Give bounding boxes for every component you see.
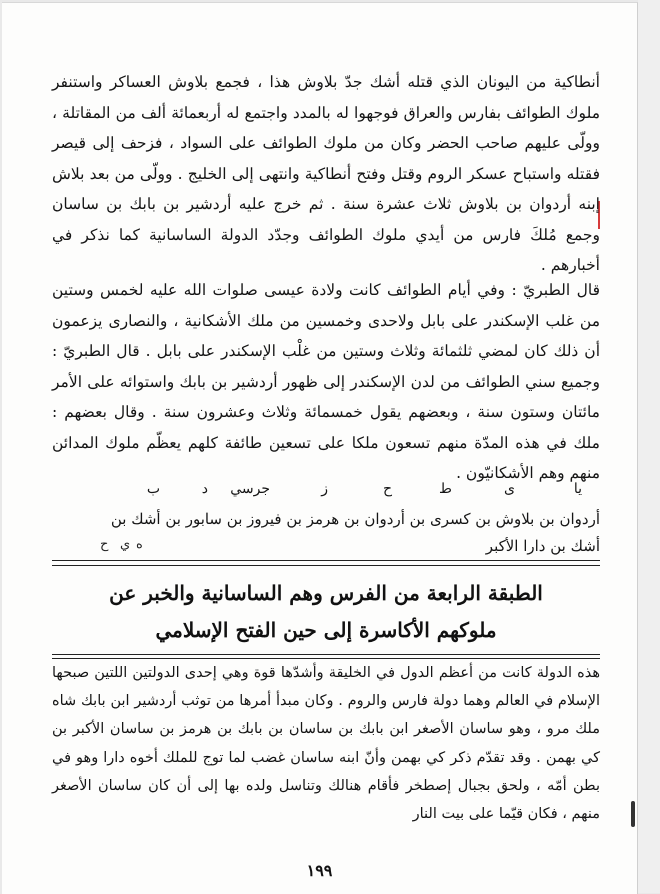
scan-speck <box>631 801 635 827</box>
paragraph-3-text: هذه الدولة كانت من أعظم الدول في الخليقة وأشدّها قوة وهي إحدى الدولتين اللتين صبحها الإسلام في العالم وهما دولة فارس والروم . وكان مبدأ أمرها من توثب أردشير ابن بابك شاه ملك مرو ، وهو ساسان الأصغر ابن بابك بن ساسان بن بابك بن هرمز بن ساسان الأكبر بن كي بهمن . وقد تقدّم ذكر كي بهمن وأنّ ابنه ساسان غضب لما توج للملك أخوه دارا وهو في بطن أمّه ، ولحق بجبال إصطخر فأقام هنالك وتناسل ولده بها إلى أن كان ساسان الأصغر منهم ، فكان قيّما على بيت النار <box>52 665 600 823</box>
double-rule-top-2 <box>52 565 600 566</box>
lineage-mark: ي <box>120 537 131 552</box>
lineage-names-line-1: أردوان بن بلاوش بن كسرى بن أردوان بن هرمز بن فيروز بن سابور بن أشك بن <box>110 510 600 528</box>
lineage-letter: د <box>201 481 208 497</box>
paragraph-1-text: أنطاكية من اليونان الذي قتله أشك جدّ بلاوش هذا ، فجمع بلاوش العساكر واستنفر ملوك الطوائف بفارس والعراق فوجهوا له بالمدد واجتمع له أربعمائة ألف من المقاتلة ، وولّى عليهم صاحب الحضر وكان من ملوك الطوائف على السواد ، فزحف إلى قيصر فقتله واستباح عسكر الروم وقتل وفتح أنطاكية وانتهى إلى الخليج . وولّى من بعد بلاش إبنه أردوان بن بلاوش ثلاث عشرة سنة . ثم خرج عليه أردشير بن بابك بن ساسان وجمع مُلكَ فارس من أيدي ملوك الطوائف وجدّد الدولة الساسانية كما نذكر في أخبارهم . <box>52 73 600 274</box>
double-rule-bottom <box>52 654 600 655</box>
page-number: ١٩٩ <box>306 861 333 880</box>
paragraph-2 <box>52 275 600 489</box>
lineage-letters-row <box>52 481 600 501</box>
lineage-letter: ط <box>439 481 452 497</box>
lineage-letter: ز <box>321 481 328 497</box>
paragraph-3 <box>52 659 600 828</box>
lineage-letter: يا <box>573 481 582 497</box>
lineage-names-line-2 <box>52 535 600 557</box>
double-rule-top <box>52 560 600 561</box>
lineage-letter: ب <box>146 481 160 497</box>
section-title-line-1: الطبقة الرابعة من الفرس وهم الساسانية والخبر عن <box>109 581 543 605</box>
paragraph-1 <box>52 67 600 281</box>
viewer-margin <box>638 0 660 893</box>
paragraph-2-text: قال الطبريّ : وفي أيام الطوائف كانت ولادة عيسى صلوات الله عليه لخمس وستين من غلب الإسكندر على بابل ولاحدى وخمسين من ملك الأشكانية ، والنصارى يزعمون أن ذلك كان لمضي ثلثمائة وثلاث وستين من غلْب الإسكندر على بابل . قال الطبريّ : وجميع سني الطوائف من لدن الإسكندر إلى ظهور أردشير بن بابك واستوائه على الأمر مائتان وستون سنة ، وبعضهم يقول خمسمائة وثلاث وعشرون سنة . وقال بعضهم : ملك في هذه المدّة منهم تسعون ملكا على تسعين طائفة كلهم يعظّم ملوك المدائن منهم وهم الأشكانيّون . <box>52 281 600 482</box>
section-title-line-2: ملوكهم الأكاسرة إلى حين الفتح الإسلامي <box>155 618 497 642</box>
lineage-letter: ح <box>382 481 392 497</box>
lineage-mark: ح <box>100 537 109 552</box>
book-page <box>2 2 638 894</box>
lineage-letter: جرسي <box>230 481 270 497</box>
lineage-names-line-2-text: أشك بن دارا الأكبر <box>485 537 600 555</box>
lineage-mark: ه <box>136 537 143 552</box>
lineage-letter: ى <box>504 481 515 497</box>
